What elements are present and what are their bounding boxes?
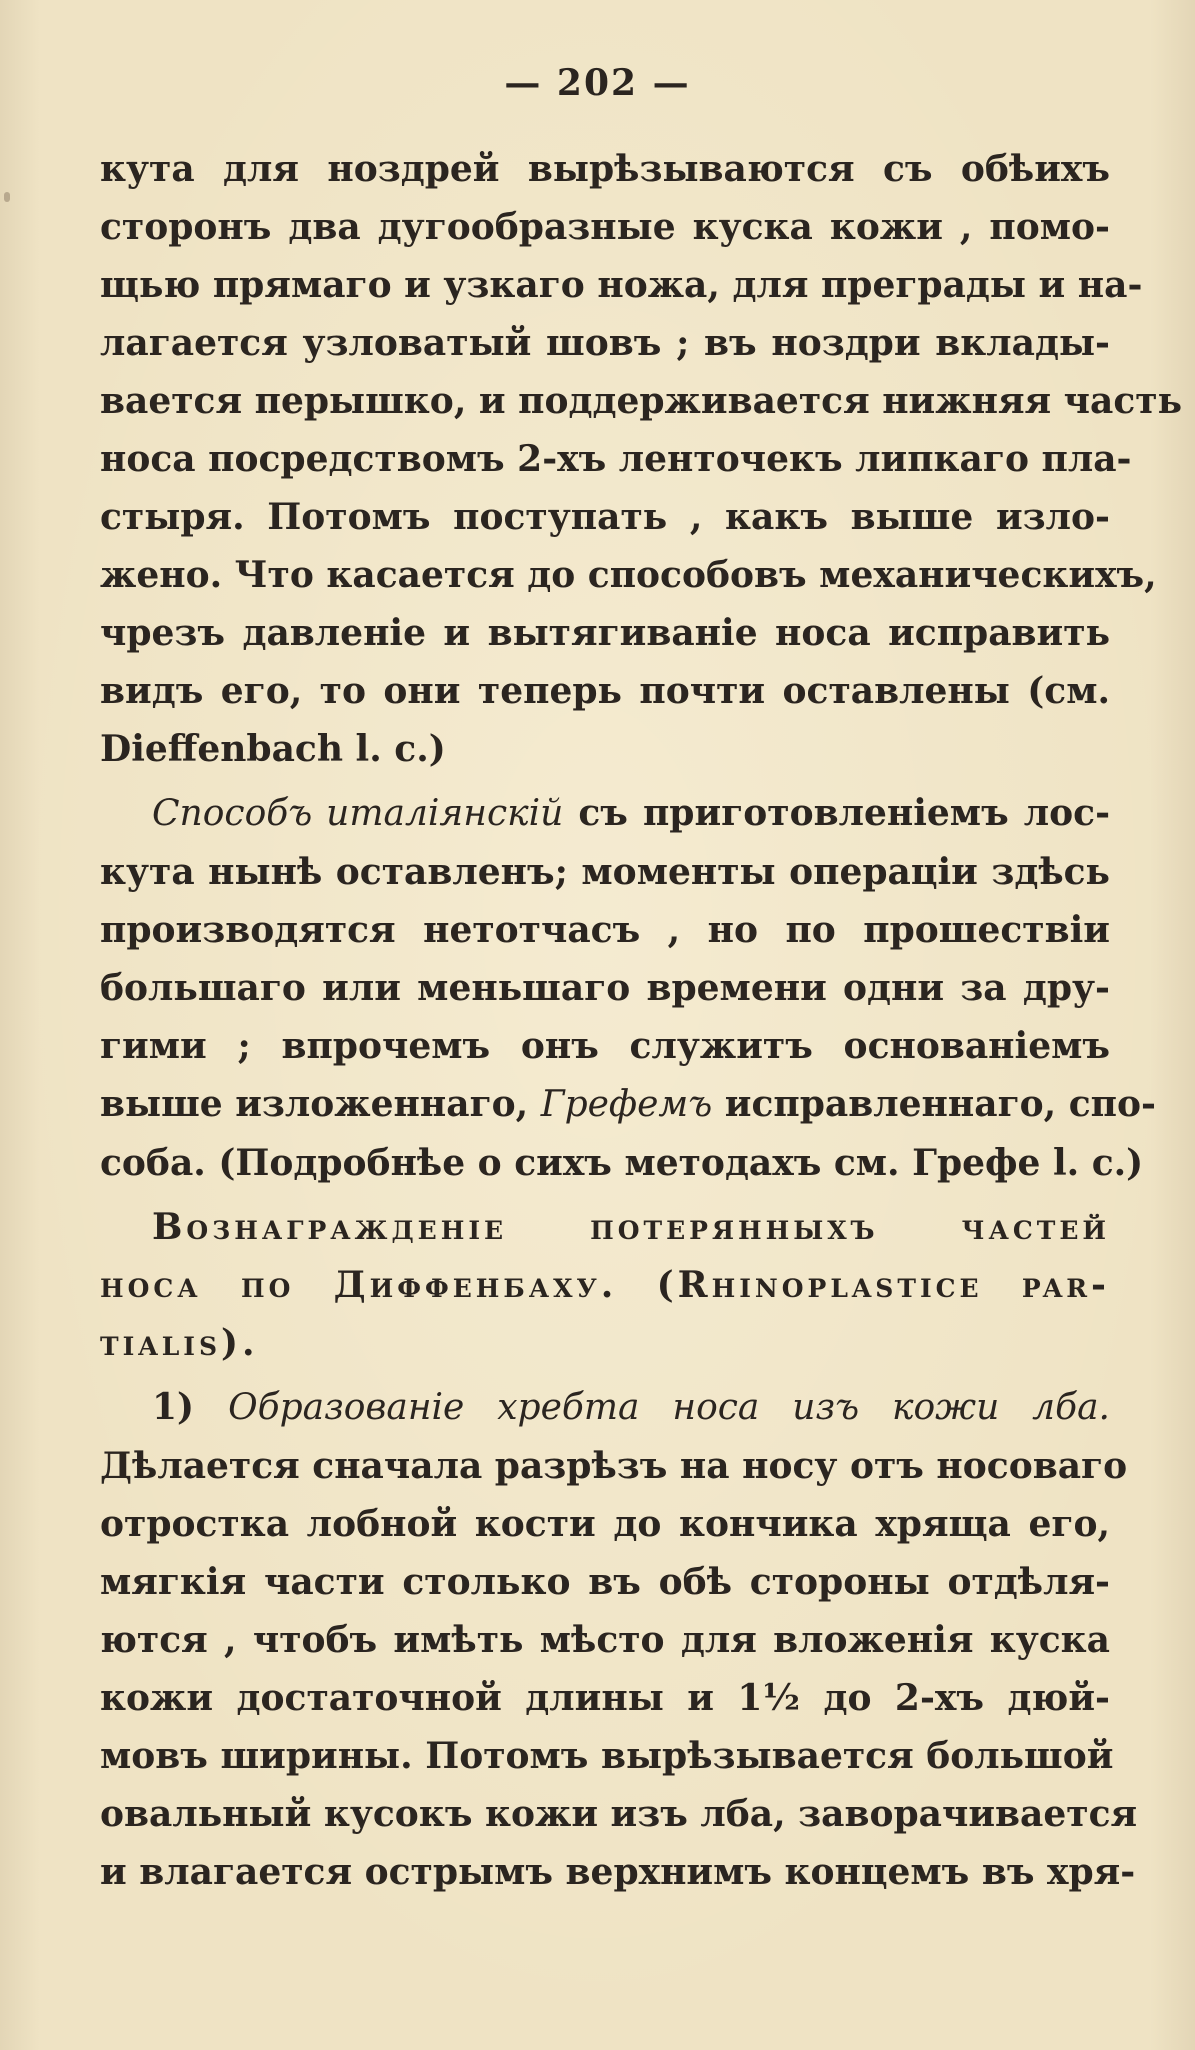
text-line: мовъ ширины. Потомъ вырѣзывается большой: [100, 1735, 1114, 1777]
text-line: мягкія части столько въ обѣ стороны отдѣля-: [100, 1561, 1110, 1603]
text-line: ются , чтобъ имѣть мѣсто для вложенія куска: [100, 1619, 1110, 1661]
text-line: кута для ноздрей вырѣзываются съ обѣихъ: [100, 148, 1110, 190]
text-line: отростка лобной кости до кончика хряща его,: [100, 1503, 1110, 1545]
text-line: [100, 1378, 1110, 1437]
text-line: овальный кусокъ кожи изъ лба, заворачивается: [100, 1793, 1138, 1835]
text-line: кута нынѣ оставленъ; моменты операціи здѣсь: [100, 851, 1110, 893]
italic-lead: Образованіе хребта носа изъ кожи лба.: [228, 1387, 1110, 1428]
text-line: вается перышко, и поддерживается нижняя часть: [100, 380, 1183, 422]
italic-name: Грефемъ: [540, 1084, 713, 1125]
heading-line: Вознагражденіе потерянныхъ частей: [152, 1206, 1110, 1248]
page-number: — 202 —: [504, 62, 691, 104]
paragraph-4: [100, 1378, 1138, 1901]
body-text: [100, 140, 1183, 1901]
text-line: сторонъ два дугообразные куска кожи , помо-: [100, 206, 1110, 248]
item-number: 1): [152, 1386, 195, 1428]
text-line: лагается узловатый шовъ ; въ ноздри вклады-: [100, 322, 1110, 364]
heading-line: носа по Диффенбаху. (Rhinoplastice par-: [100, 1264, 1110, 1306]
text-line: соба. (Подробнѣе о сихъ методахъ см. Грефе l. c.): [100, 1142, 1144, 1184]
text-line: Dieffenbach l. c.): [100, 728, 446, 770]
paper-stain: [4, 192, 10, 202]
text-line: [100, 1075, 1156, 1134]
text-line: Дѣлается сначала разрѣзъ на носу отъ носоваго: [100, 1445, 1128, 1487]
text-line: [100, 784, 1110, 843]
text-line: видъ его, то они теперь почти оставлены (см.: [100, 670, 1110, 712]
italic-lead: Способъ италіянскій: [152, 793, 564, 834]
text-line: кожи достаточной длины и 1½ до 2-хъ дюй-: [100, 1677, 1110, 1719]
text-line: стыря. Потомъ поступать , какъ выше изло-: [100, 496, 1110, 538]
section-heading: [100, 1198, 1110, 1372]
text-line: большаго или меньшаго времени одни за дру-: [100, 967, 1110, 1009]
heading-line: tialis).: [100, 1322, 259, 1364]
text-line: гими ; впрочемъ онъ служитъ основаніемъ: [100, 1025, 1110, 1067]
text-line: производятся нетотчасъ , но по прошествіи: [100, 909, 1110, 951]
text-line: жено. Что касается до способовъ механическихъ,: [100, 554, 1157, 596]
text-line: и влагается острымъ верхнимъ концемъ въ хря-: [100, 1851, 1136, 1893]
paragraph-2: [100, 784, 1156, 1192]
text-run: съ приготовленіемъ лос-: [563, 792, 1111, 834]
text-line: носа посредствомъ 2-хъ ленточекъ липкаго пла-: [100, 438, 1132, 480]
text-line: щью прямаго и узкаго ножа, для преграды и на-: [100, 264, 1143, 306]
text-run: исправленнаго, спо-: [712, 1083, 1156, 1125]
text-run: выше изложеннаго,: [100, 1083, 529, 1125]
text-line: чрезъ давленіе и вытягиваніе носа исправить: [100, 612, 1110, 654]
paragraph-1: [100, 140, 1183, 778]
